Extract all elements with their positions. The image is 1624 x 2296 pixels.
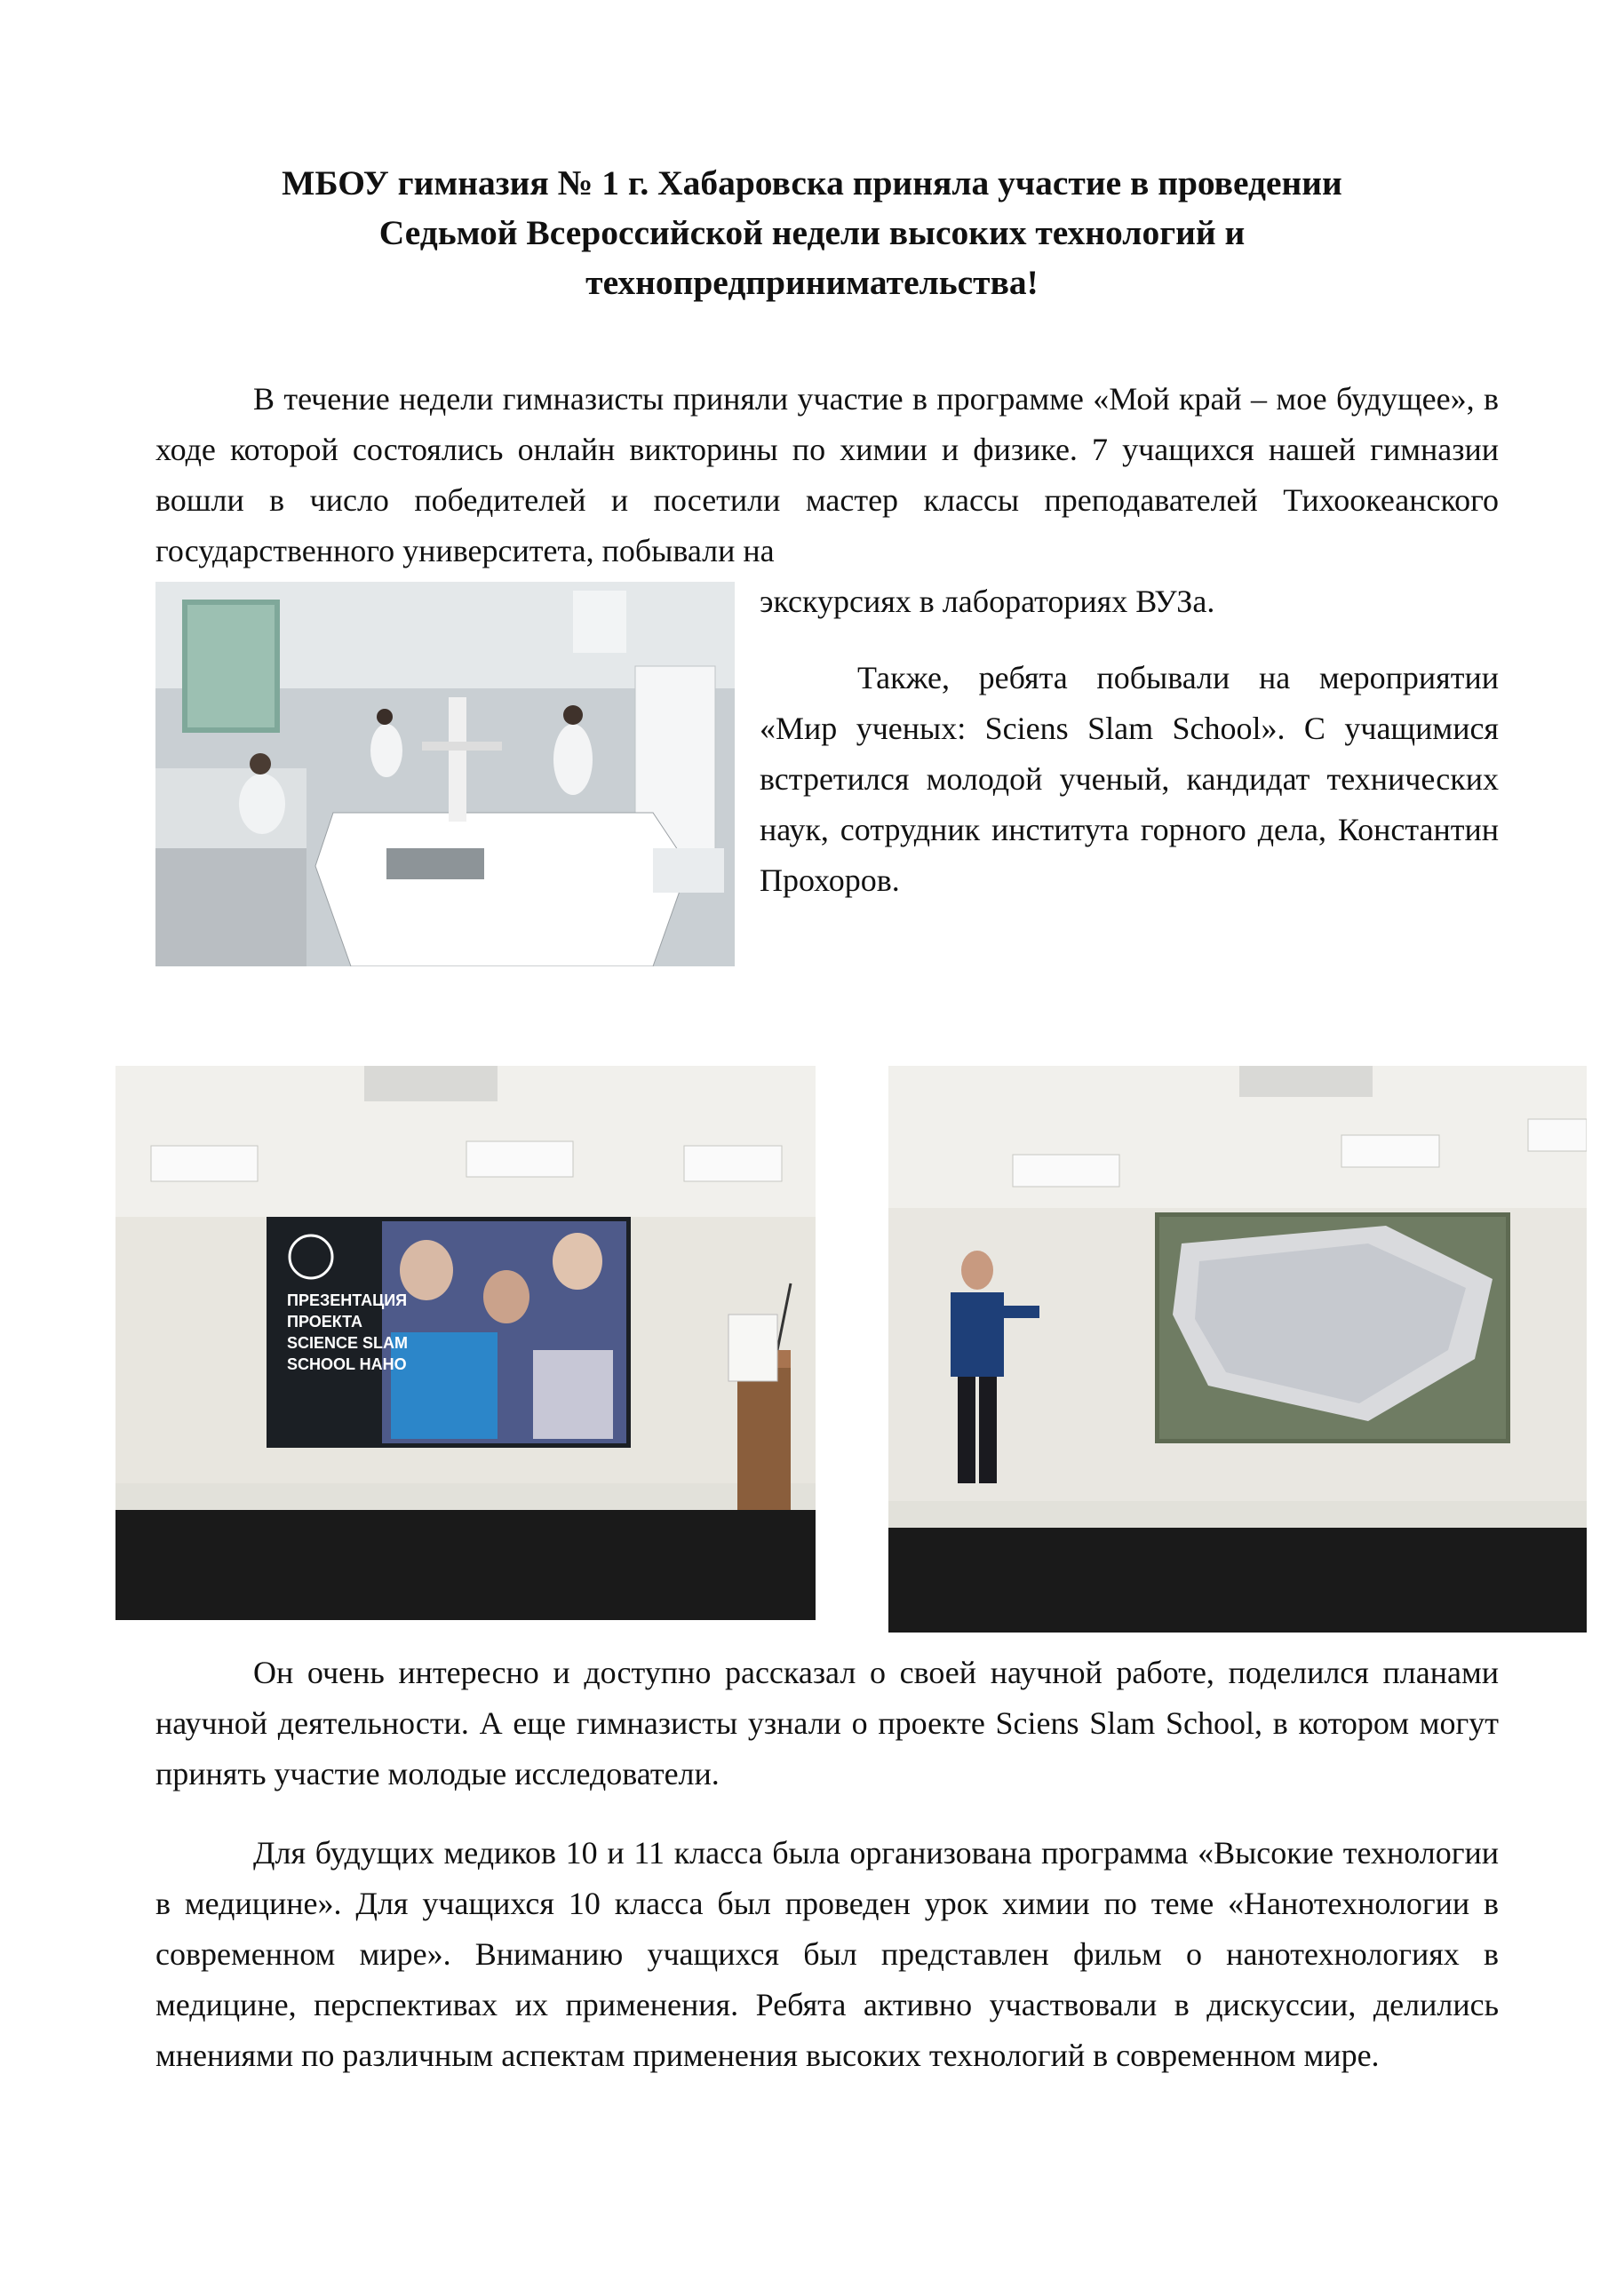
paragraph-lecture: Он очень интересно и доступно рассказал о своей научной работе, поделился планами научной деятельности. А еще гимназисты узнали о проекте Sciens Slam School, в котором могут принять участие молодые исследователи. (155, 1655, 1499, 1792)
paragraph-intro-continued: экскурсиях в лабораториях ВУЗа. (760, 584, 1215, 619)
title-line-1: МБОУ гимназия № 1 г. Хабаровска приняла участие в проведении (282, 163, 1342, 203)
page-title (142, 158, 1482, 307)
laboratory-photo (155, 582, 735, 966)
screen-text-line-1: ПРЕЗЕНТАЦИЯ (287, 1291, 408, 1309)
title-line-2: Седьмой Всероссийской недели высоких технологий и (378, 213, 1246, 252)
paragraph-medicine: Для будущих медиков 10 и 11 класса была организована программа «Высокие технологии в медицине». Для учащихся 10 класса был проведен урок химии по теме «Нанотехнологии в современном мире». Вниманию учащихся был представлен фильм о нанотехнологиях в медицине, перспективах их применения. Ребята активно участвовали в дискуссии, делились мнениями по различным аспектам применения высоких технологий в современном мире. (155, 1835, 1499, 2073)
title-line-3: технопредпринимательства! (585, 263, 1039, 302)
screen-text-line-4: SCHOOL НАНО (287, 1355, 407, 1373)
screen-text-line-3: SCIENCE SLAM (287, 1334, 409, 1352)
presentation-screen-photo (115, 1066, 816, 1620)
screen-text-line-2: ПРОЕКТА (287, 1313, 363, 1331)
paragraph-science-slam: Также, ребята побывали на мероприятии «Мир ученых: Sciens Slam School». С учащимися встретился молодой ученый, кандидат технических наук, сотрудник института горного дела, Константин Прохоров. (760, 660, 1499, 898)
paragraph-intro: В течение недели гимназисты приняли участие в программе «Мой край – мое будущее», в ходе которой состоялись онлайн викторины по химии и физике. 7 учащихся нашей гимназии вошли в число победителей и посетили мастер классы преподавателей Тихоокеанского государственного университета, побывали на (155, 381, 1499, 568)
speaker-photo (888, 1066, 1587, 1633)
